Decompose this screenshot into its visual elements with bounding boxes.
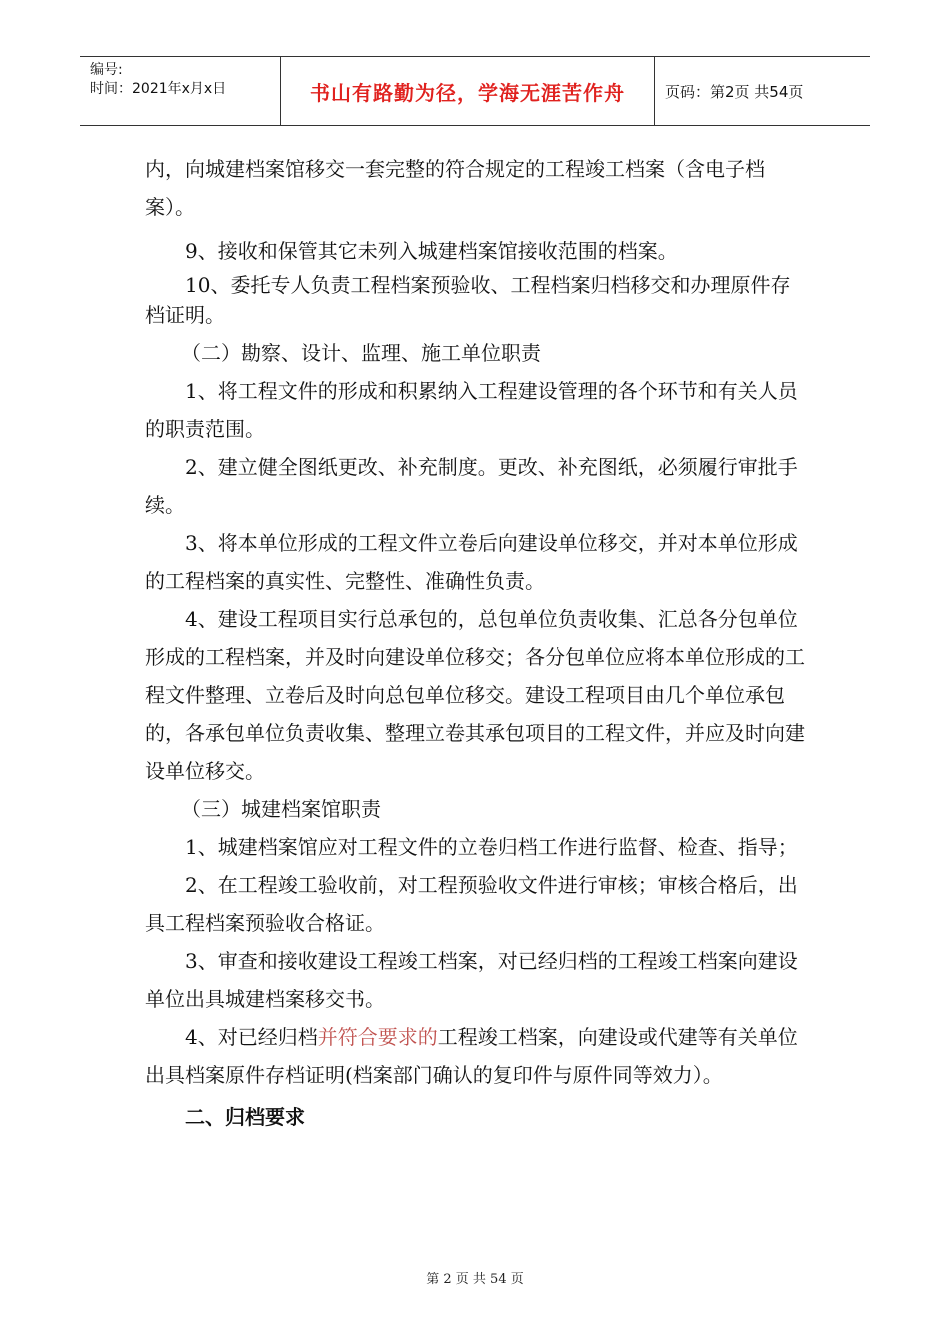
paragraph: 2、在工程竣工验收前，对工程预验收文件进行审核；审核合格后，出具工程档案预验收合格证。	[145, 873, 798, 935]
text-span: 工程竣工档案，向建设或代建等有关单位出具档案原件存档证明(档案部门确认的复印件与原件同等效力）。	[145, 1025, 798, 1087]
section-title: （三）城建档案馆职责	[181, 797, 381, 821]
paragraph: 1、城建档案馆应对工程文件的立卷归档工作进行监督、检查、指导；	[185, 835, 798, 859]
paragraph: 2、建立健全图纸更改、补充制度。更改、补充图纸，必须履行审批手续。	[145, 455, 798, 517]
text-span: 4、对已经归档	[185, 1025, 318, 1049]
number-label: 编号:	[90, 62, 123, 78]
paragraph: 10、委托专人负责工程档案预验收、工程档案归档移交和办理原件存档证明。	[145, 273, 791, 327]
page-header	[80, 56, 870, 126]
header-page-info: 页码：第2页 共54页	[665, 82, 804, 101]
heading: 二、归档要求	[185, 1105, 305, 1129]
document-body	[145, 150, 805, 1136]
time-label: 时间：2021年x月x日	[90, 81, 227, 97]
paragraph: 9、接收和保管其它未列入城建档案馆接收范围的档案。	[185, 239, 678, 263]
header-motto: 书山有路勤为径，学海无涯苦作舟	[281, 57, 655, 125]
paragraph: 4、建设工程项目实行总承包的，总包单位负责收集、汇总各分包单位形成的工程档案，并及时向建设单位移交；各分包单位应将本单位形成的工程文件整理、立卷后及时向总包单位移交。建设工程项目由几个单位承包的，各承包单位负责收集、整理立卷其承包项目的工程文件，并应及时向建设单位移交。	[145, 607, 805, 783]
paragraph: 内，向城建档案馆移交一套完整的符合规定的工程竣工档案（含电子档案）。	[145, 157, 765, 219]
section-title: （二）勘察、设计、监理、施工单位职责	[181, 341, 541, 365]
highlighted-text: 并符合要求的	[317, 1025, 438, 1049]
paragraph: 3、将本单位形成的工程文件立卷后向建设单位移交，并对本单位形成的工程档案的真实性、完整性、准确性负责。	[145, 531, 798, 593]
paragraph: 3、审查和接收建设工程竣工档案，对已经归档的工程竣工档案向建设单位出具城建档案移交书。	[145, 949, 798, 1011]
page-footer: 第 2 页 共 54 页	[426, 1272, 524, 1287]
header-meta	[80, 57, 281, 125]
paragraph	[145, 1018, 805, 1094]
paragraph: 1、将工程文件的形成和积累纳入工程建设管理的各个环节和有关人员的职责范围。	[145, 379, 798, 441]
